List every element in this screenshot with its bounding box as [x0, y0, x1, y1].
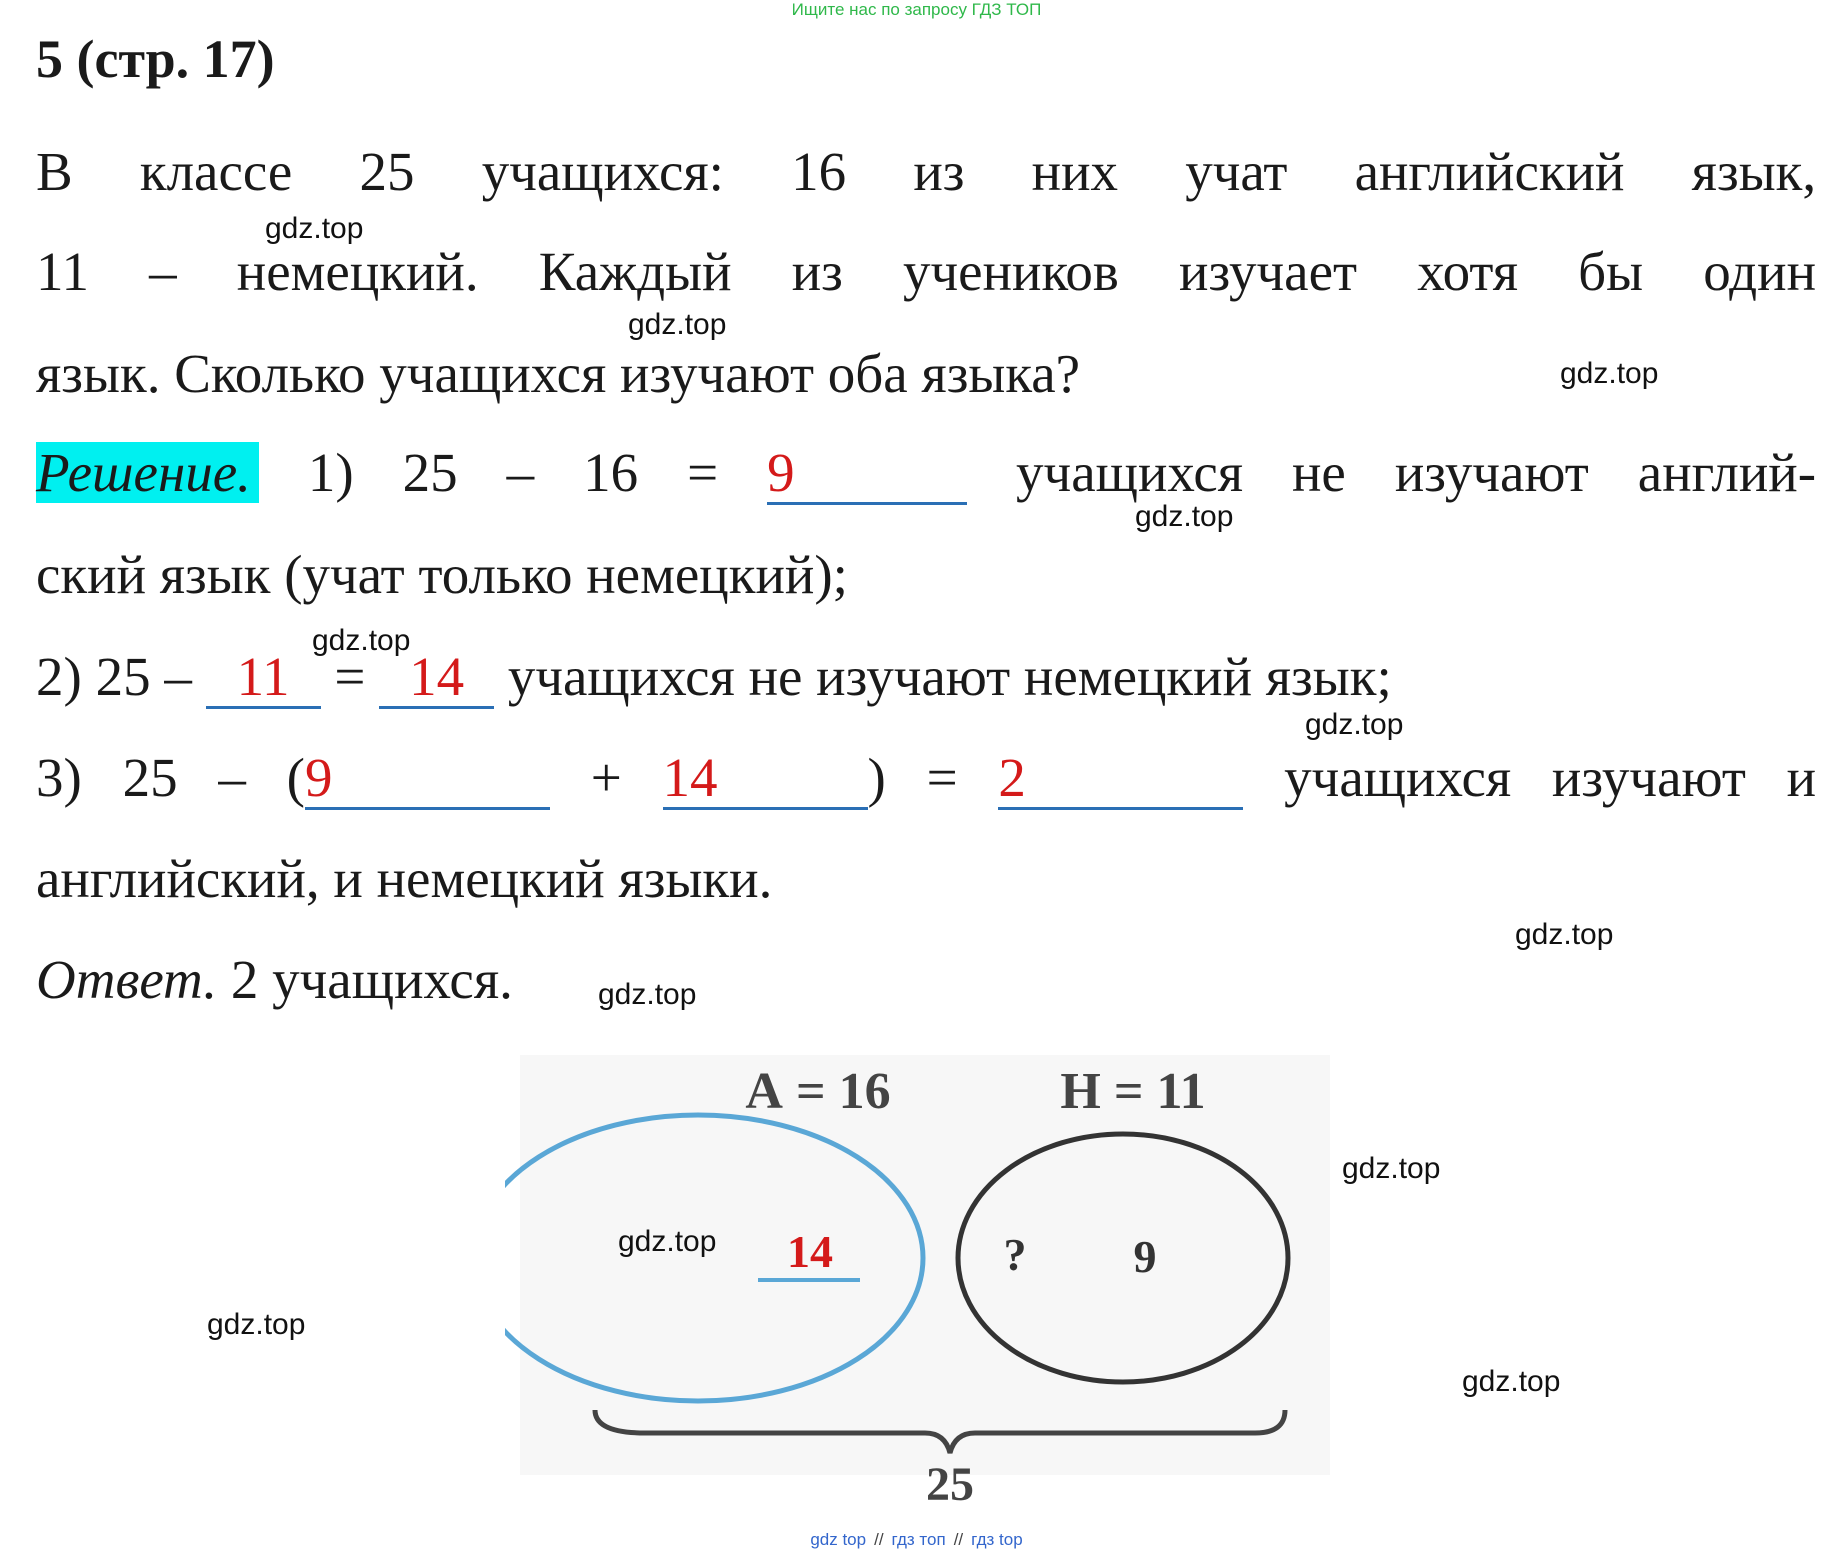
watermark: gdz.top: [1135, 500, 1234, 533]
watermark: gdz.top: [1515, 918, 1614, 951]
venn-diagram: [505, 1035, 1345, 1515]
watermark: gdz.top: [265, 212, 364, 245]
solution-step-1: Решение. 1) 25 – 16 = 9 учащихся не изучают англий-: [36, 442, 1817, 503]
watermark: gdz.top: [618, 1225, 717, 1258]
solution-label: Решение.: [36, 442, 259, 503]
solution-step-1-cont: ский язык (учат только немецкий);: [36, 544, 848, 605]
solution-step-3: 3) 25 – (9 + 14 ) = 2 учащихся изучают и: [36, 747, 1817, 808]
answer-line: [36, 948, 513, 1011]
answer-blank-step3-a: 9: [305, 749, 550, 810]
set-a-label: А = 16: [745, 1063, 891, 1120]
answer-blank-step2-b: 14: [379, 648, 494, 709]
task-text-line-1: В классе 25 учащихся: 16 из них учат английский язык,: [36, 141, 1817, 202]
solution-step-3-cont: английский, и немецкий языки.: [36, 848, 773, 909]
set-h-only-value: 9: [1133, 1231, 1157, 1282]
watermark: gdz.top: [207, 1308, 306, 1341]
answer-text: 2 учащихся.: [230, 949, 513, 1010]
total-value: 25: [926, 1458, 974, 1511]
watermark: gdz.top: [312, 624, 411, 657]
top-banner: Ищите нас по запросу ГДЗ ТОП: [791, 0, 1042, 19]
solution-step-2: 2) 25 – 11 = 14 учащихся не изучают немецкий язык;: [36, 646, 1392, 707]
answer-blank-step3-b: 14: [663, 749, 868, 810]
bottom-banner: gdz top // гдз топ // гдз top: [810, 1530, 1023, 1549]
answer-label: Ответ.: [36, 949, 218, 1010]
answer-blank-step2-a: 11: [206, 648, 321, 709]
answer-blank-step1: 9: [767, 444, 967, 505]
watermark: gdz.top: [1560, 357, 1659, 390]
task-text-line-2: 11 – немецкий. Каждый из учеников изучает хотя бы один: [36, 241, 1817, 302]
task-text-line-3: язык. Сколько учащихся изучают оба языка?: [36, 343, 1081, 404]
watermark: gdz.top: [1342, 1152, 1441, 1185]
watermark: gdz.top: [1462, 1365, 1561, 1398]
watermark: gdz.top: [1305, 708, 1404, 741]
answer-blank-step3-c: 2: [998, 749, 1243, 810]
watermark: gdz.top: [598, 978, 697, 1011]
set-a-only-value: 14: [787, 1226, 833, 1277]
set-h-label: Н = 11: [1060, 1063, 1206, 1120]
watermark: gdz.top: [628, 308, 727, 341]
task-number: 5 (стр. 17): [36, 29, 275, 89]
intersection-value: ?: [1003, 1229, 1027, 1280]
